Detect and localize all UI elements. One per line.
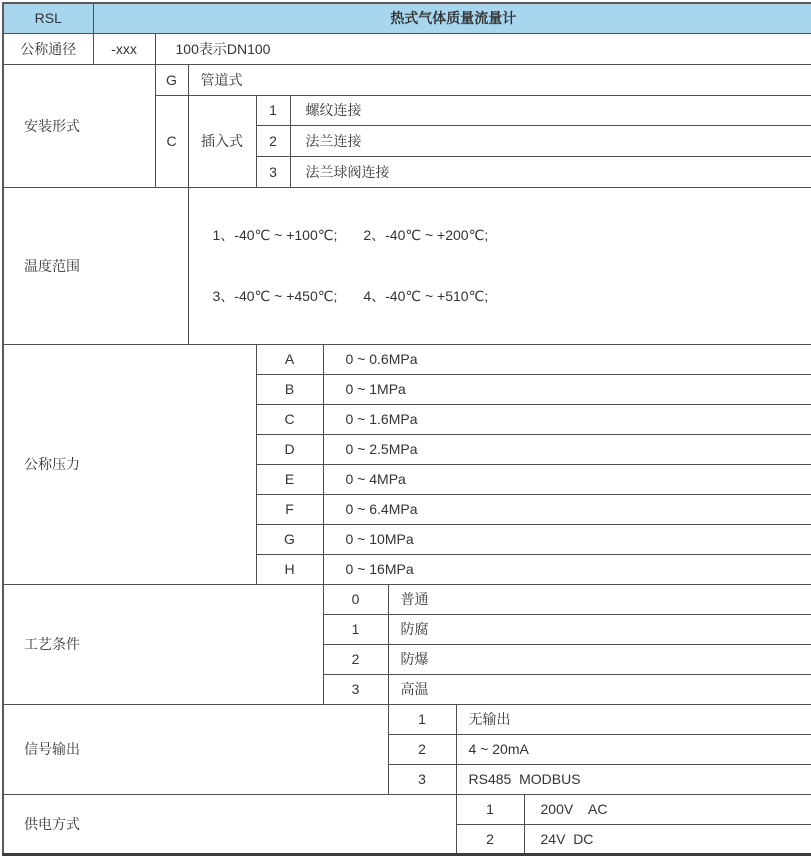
- diameter-row: [3, 33, 811, 64]
- pressure-range-cell: 0 ~ 0.6MPa: [323, 344, 811, 374]
- pressure-range-cell: 0 ~ 6.4MPa: [323, 494, 811, 524]
- power-desc-cell: 200V AC: [524, 794, 811, 824]
- diameter-desc-cell: 100表示DN100: [155, 33, 811, 64]
- process-code-cell: 2: [323, 644, 388, 674]
- pressure-code-cell: H: [256, 554, 323, 584]
- signal-code-cell: 3: [388, 764, 456, 794]
- header-row: [3, 3, 811, 33]
- pressure-range-cell: 0 ~ 4MPa: [323, 464, 811, 494]
- insertion-option-code-cell: 3: [256, 156, 290, 187]
- pressure-code-cell: C: [256, 404, 323, 434]
- insertion-option-desc-cell: 法兰球阀连接: [290, 156, 811, 187]
- installation-label-cell: 安装形式: [3, 64, 155, 187]
- process-code-cell: 0: [323, 584, 388, 614]
- power-row: [3, 794, 811, 824]
- product-title-cell: 热式气体质量流量计: [93, 3, 811, 33]
- temperature-line-1: [213, 221, 811, 250]
- diameter-code-cell: -xxx: [93, 33, 155, 64]
- process-desc-cell: 防爆: [388, 644, 811, 674]
- installation-pipeline-row: [3, 64, 811, 95]
- temperature-item: 3、-40℃ ~ +450℃;: [213, 282, 338, 311]
- insertion-type-cell: 插入式: [188, 95, 256, 187]
- process-desc-cell: 防腐: [388, 614, 811, 644]
- process-code-cell: 1: [323, 614, 388, 644]
- temperature-values-cell: [188, 187, 811, 344]
- signal-label-cell: 信号输出: [3, 704, 388, 794]
- pressure-code-cell: E: [256, 464, 323, 494]
- model-code-cell: RSL: [3, 3, 93, 33]
- pressure-code-cell: G: [256, 524, 323, 554]
- temperature-row: [3, 187, 811, 344]
- pressure-row: [3, 344, 811, 374]
- pipeline-code-cell: G: [155, 64, 188, 95]
- temperature-label-cell: 温度范围: [3, 187, 188, 344]
- temperature-item: 4、-40℃ ~ +510℃;: [363, 282, 488, 311]
- signal-code-cell: 1: [388, 704, 456, 734]
- process-label-cell: 工艺条件: [3, 584, 323, 704]
- pressure-range-cell: 0 ~ 1MPa: [323, 374, 811, 404]
- signal-desc-cell: 无输出: [456, 704, 811, 734]
- pressure-range-cell: 0 ~ 2.5MPa: [323, 434, 811, 464]
- signal-code-cell: 2: [388, 734, 456, 764]
- pressure-range-cell: 0 ~ 10MPa: [323, 524, 811, 554]
- pressure-label-cell: 公称压力: [3, 344, 256, 584]
- process-desc-cell: 普通: [388, 584, 811, 614]
- pipeline-desc-cell: 管道式: [188, 64, 811, 95]
- temperature-line-2: [213, 282, 811, 311]
- process-row: [3, 584, 811, 614]
- pressure-range-cell: 0 ~ 16MPa: [323, 554, 811, 584]
- power-code-cell: 2: [456, 824, 524, 854]
- model-selection-table: [2, 2, 811, 856]
- insertion-code-cell: C: [155, 95, 188, 187]
- power-desc-cell: 24V DC: [524, 824, 811, 854]
- pressure-range-cell: 0 ~ 1.6MPa: [323, 404, 811, 434]
- power-code-cell: 1: [456, 794, 524, 824]
- process-code-cell: 3: [323, 674, 388, 704]
- power-label-cell: 供电方式: [3, 794, 456, 854]
- signal-row: [3, 704, 811, 734]
- diameter-label-cell: 公称通径: [3, 33, 93, 64]
- signal-desc-cell: 4 ~ 20mA: [456, 734, 811, 764]
- temperature-item: 1、-40℃ ~ +100℃;: [213, 221, 338, 250]
- pressure-code-cell: B: [256, 374, 323, 404]
- insertion-option-desc-cell: 法兰连接: [290, 125, 811, 156]
- insertion-option-code-cell: 2: [256, 125, 290, 156]
- signal-desc-cell: RS485 MODBUS: [456, 764, 811, 794]
- pressure-code-cell: A: [256, 344, 323, 374]
- insertion-option-code-cell: 1: [256, 95, 290, 125]
- pressure-code-cell: F: [256, 494, 323, 524]
- temperature-item: 2、-40℃ ~ +200℃;: [363, 221, 488, 250]
- insertion-option-desc-cell: 螺纹连接: [290, 95, 811, 125]
- pressure-code-cell: D: [256, 434, 323, 464]
- process-desc-cell: 高温: [388, 674, 811, 704]
